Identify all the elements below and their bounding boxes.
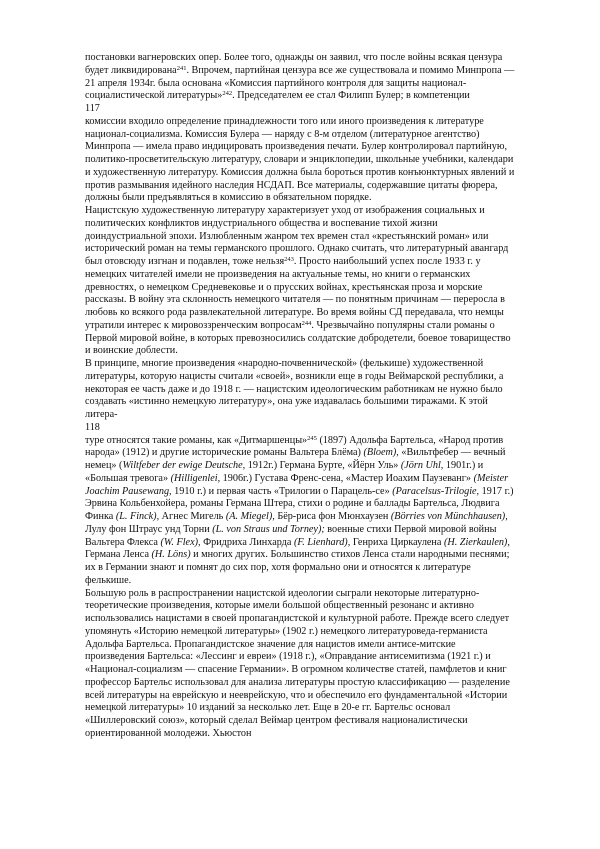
text-run: Нацистскую художественную литературу характеризует уход от изображения социальных и политических конфликтов индустриального общества и воспевание тихой жизни доиндустриальной эпохи. Излюбленным жанром тех времен стал «крестьянский роман» или исторический роман на темы германского прошлого. Однако считать, что литературный авангард был отовсюду изгнан и подавлен, тоже нельзя (85, 205, 509, 267)
text-run: 1917 г.) Эрвина Кольбенхойера, романы Германа Штера, стихи о родине и баллады Бартельса, Людвига Финка (85, 485, 514, 522)
paragraph (85, 435, 517, 588)
italic-text: (L. Finck), (115, 511, 160, 522)
page-number: 118 (85, 421, 100, 433)
text-run: постановки вагнеровских опер. Более того, однажды он заявил, что после войны всякая цензура будет ликвидирована (85, 52, 503, 76)
footnote-ref: 243 (284, 256, 294, 263)
italic-text: (F. Lienhard), (293, 536, 351, 548)
text-run: 1901г.) и «Большая тревога» (85, 460, 484, 484)
paragraph (85, 358, 517, 422)
paragraph (85, 205, 517, 358)
page-number: 117 (85, 103, 100, 114)
italic-text: (Hilligenlei, (170, 472, 221, 484)
footnote-ref: 241 (176, 64, 187, 72)
italic-text: (W. Flex), (160, 536, 201, 548)
text-run: Лулу фон Штраус унд Торни (85, 523, 213, 535)
text-run: . Просто наибольший успех после 1933 г. у немецких читателей имели не произведения на актуальные темы, но книги о германских древностях, о немецком Средневековье и о прусских войнах, крестьянская проза и морские рассказы. В войну эта склонность немецкого читателя — по понятным причинам — переросла в любовь ко всякого рода развлекательной литературе. Во время войны СД передавала, что немцы утратили интерес к мировоззренческим вопросам (85, 256, 505, 331)
text-run: Генриха Циркаулена (350, 536, 444, 548)
text-run: Фридриха Линхарда (200, 536, 294, 548)
text-run: 1906г.) Густава Френс-сена, «Мастер Иоахим Паузеванг» (220, 472, 474, 484)
italic-text: (A. Miegel), (225, 511, 275, 522)
italic-text: (Bloem), (363, 447, 399, 459)
text-run: туре относятся такие романы, как «Дитмаршенцы» (85, 434, 308, 446)
footnote-ref: 242 (222, 90, 233, 98)
text-run: военные стихи Первой мировой войны Вальтера Флекса (85, 523, 497, 548)
italic-text: (Paracelsus-Trilogie, (392, 485, 480, 497)
italic-text: (Jörn Uhl, (400, 460, 444, 471)
text-run: . Впрочем, партийная цензура все же существовала и помимо Минпропа — 21 апреля 1934г. была основана «Комиссия партийного контроля для защиты национал-социалистической литературы» (85, 64, 515, 102)
text-run: 1910 г.) и первая часть «Трилогии о Парацель-се» (171, 485, 393, 497)
italic-text: (L. von Straus und Torney); (212, 523, 325, 535)
text-run: (1897) Адольфа Бартельса, «Народ против народа» (1912) и другие исторические романы Вальтера Блёма) (85, 434, 504, 459)
text-run: Бёр-риса фон Мюнхаузен (274, 511, 391, 522)
italic-text: (H. Zierkaulen), (443, 536, 510, 548)
text-run: . Чрезвычайно популярны стали романы о Первой мировой войне, в которых превозносились солдатские добродетели, боевое товарищество и воинские доблести. (85, 319, 511, 357)
italic-text: (H. Löns) (151, 549, 191, 561)
italic-text: (Börries von Münchhausen), (390, 511, 508, 522)
paragraph (85, 588, 517, 741)
text-run: Германа Ленса (85, 549, 152, 561)
footnote-ref: 245 (307, 434, 317, 442)
italic-text: Wiltfeber der ewige Deutsche, (122, 460, 246, 471)
paragraph (85, 52, 517, 103)
text-run: и многих других. Большинство стихов Ленса стали народными песнями; их в Германии знают и помнят до сих пор, хотя формально они и относятся к литературе фелькише. (85, 549, 510, 586)
text-run: . Председателем ее стал Филипп Булер; в компетенции (232, 90, 470, 102)
text-run: 1912г.) Германа Бурте, «Йёрн Уль» (245, 460, 401, 471)
text-run: Большую роль в распространении нацистской идеологии сыграли некоторые литературно-теоретические произведения, которые имели большой общественный резонанс и активно использовались нацистами в своей пропагандистской и культурной работе. Прежде всего следует упомянуть «Историю немецкой литературы» (1902 г.) немецкого литературоведа-германиста Адольфа Бартельса. Пропагандистское значение для нацистов имели антисе-митские произведения Бартельса: «Лессинг и евреи» (1918 г.), «Оправдание антисемитизма (1921 г.) и «Национал-социализм — спасение Германии». В огромном количестве статей, памфлетов и книг профессор Бартельс использовал для анализа литературы простую классификацию — разделение всей литературы на еврейскую и нееврейскую, что и обеспечило его фундаментальной «Истории немецкой литературы» 10 изданий за несколько лет. Еще в 20-е гг. Бартельс основал «Шиллеровский союз», который сделал Веймар центром фестиваля националистически ориентированной молодежи. Хьюстон (85, 587, 510, 739)
italic-text: (Meister Joachim Pausewang, (85, 472, 509, 497)
text-run: Агнес Мигель (159, 511, 226, 522)
paragraph (85, 116, 517, 205)
text-run: «Вильтфебер — вечный немец» ( (85, 447, 506, 471)
document-page (85, 52, 517, 741)
text-run: комиссии входило определение принадлежности того или иного произведения к литературе национал-социализма. Комиссия Булера — наряду с 8-м отделом (литературное агентство) Минпропа — имела право индицировать произведения печати. Булер контролировал партийную, политико-просветительскую литературу, словари и энциклопедии, школьные учебники, календари и художественную литературу. Комиссия должна была бороться против конъюнктурных явлений и против размывания идейного наследия НСДАП. Все материалы, содержавшие цитаты фюрера, должны были предъявляться в комиссию в обязательном порядке. (85, 115, 515, 204)
text-run: В принципе, многие произведения «народно-почвеннической» (фелькише) художественной литературы, которую нацисты считали «своей», возникли еще в годы Веймарской республики, а некоторая ее часть даже и до 1918 г. — нацистским идеологическим работникам не нужно было создавать «истинно немецкую литературу», она уже издавалась большими тиражами. К этой литера- (85, 358, 504, 420)
footnote-ref: 244 (301, 319, 312, 327)
